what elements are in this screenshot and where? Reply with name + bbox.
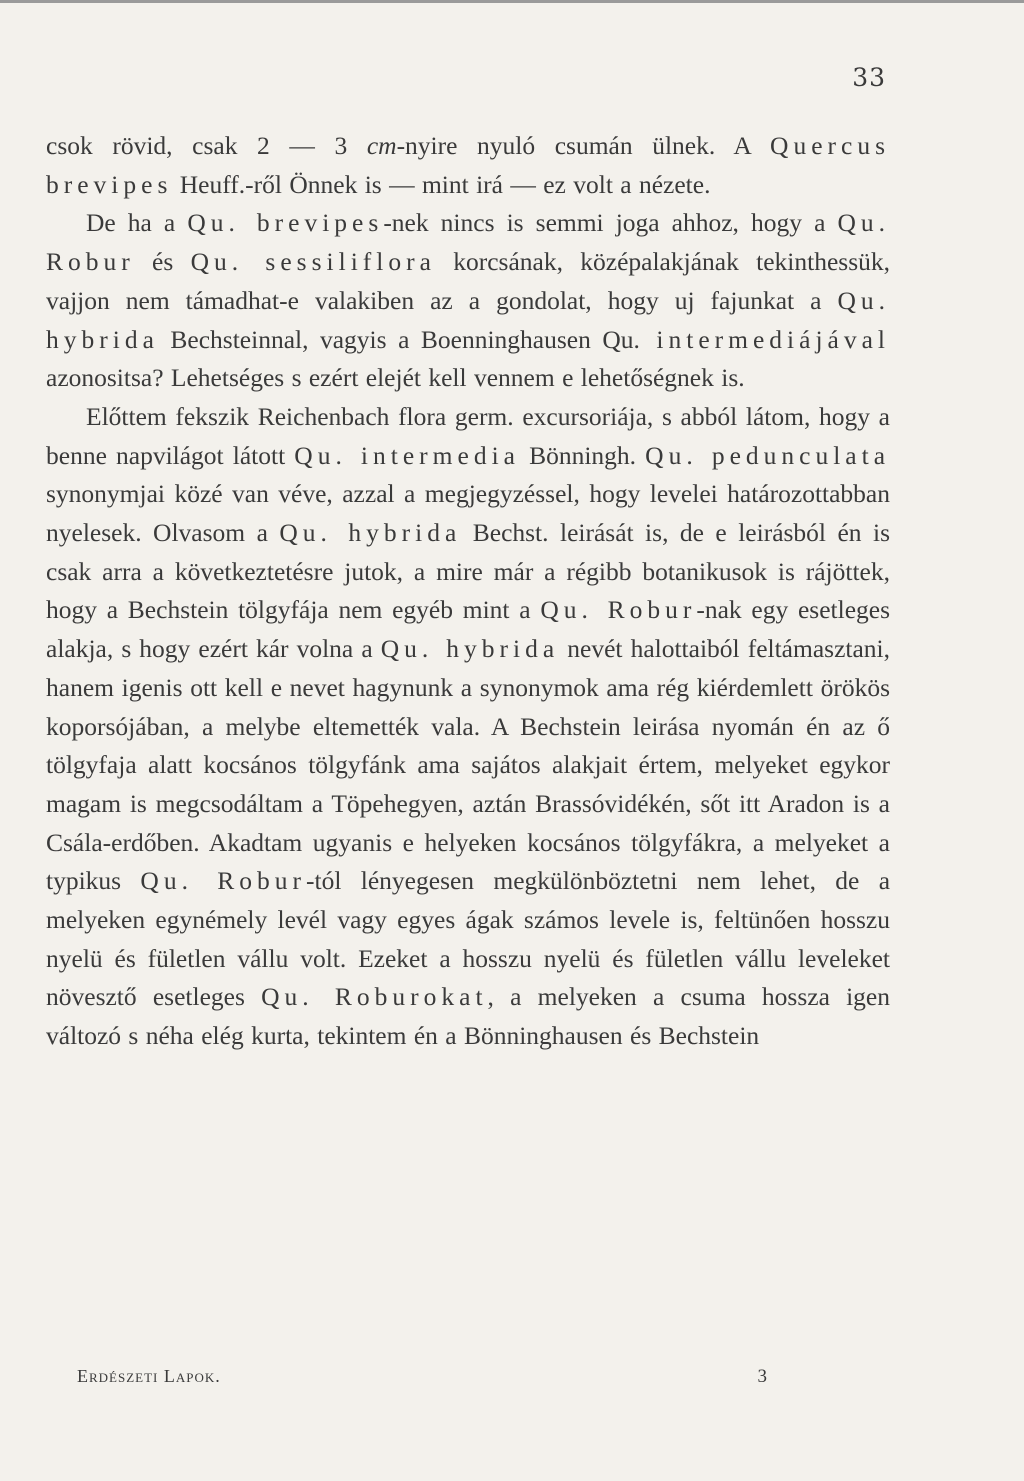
text-run: De ha a xyxy=(86,208,188,238)
text-run: Heuff.-ről Önnek is — mint irá — ez volt a nézete. xyxy=(172,169,711,199)
spaced-taxon-name: Qu. Robur xyxy=(140,866,307,896)
paragraph xyxy=(46,127,890,204)
text-run: Bechst. leirását is, de e leirásból én is csak arra a következtetésre jutok, a mire már a régibb botanikusok is rájöttek, hogy a Bechstein tölgyfája nem egyéb mint a xyxy=(46,518,891,625)
spaced-taxon-name: Qu. hybrida xyxy=(380,634,560,664)
spaced-taxon-name: Quercus brevipes xyxy=(46,131,890,199)
text-run: Qu. xyxy=(602,324,640,354)
text-run: Bönningh. xyxy=(519,440,646,470)
spaced-taxon-name: Qu. Robur xyxy=(540,595,697,625)
text-run: -nak egy esetleges alakja, s hogy ezért kár volna a xyxy=(46,595,891,664)
text-run: Előttem fekszik Reichenbach flora germ. excursoriája, s abból látom, hogy a benne napvilágot látott xyxy=(46,401,890,470)
page-top-edge xyxy=(0,0,1024,3)
text-run: azonositsa? Lehetséges s ezért elejét kell vennem e lehetőségnek is. xyxy=(46,363,745,393)
footer-signature-mark: 3 xyxy=(757,1366,767,1387)
spaced-taxon-name: Qu. brevipes xyxy=(187,208,384,238)
text-run: Bechsteinnal, vagyis a Boenninghausen xyxy=(158,324,603,354)
text-run: synonymjai közé van véve, azzal a megjegyzéssel, hogy levelei határozottabban nyelesek. Olvasom a xyxy=(46,479,890,548)
text-run: , a melyeken a csuma hossza igen változó s néha elég kurta, tekintem én a Bönninghausen és Bechstein xyxy=(46,982,891,1051)
spaced-taxon-name: Qu. Roburokat xyxy=(261,982,488,1012)
text-run: és xyxy=(134,247,191,277)
spaced-taxon-name: Qu. hybrida xyxy=(279,518,462,548)
spaced-taxon-name: Qu. sessiliflora xyxy=(190,247,436,277)
text-run: csok rövid, csak 2 — 3 xyxy=(46,131,367,160)
spaced-taxon-name: Qu. pedunculata xyxy=(645,440,891,470)
page-number: 33 xyxy=(852,63,886,92)
spaced-taxon-name: Qu. Robur xyxy=(46,208,890,277)
text-run: -nek nincs is semmi joga ahhoz, hogy a xyxy=(383,208,838,238)
spaced-taxon-name: intermediájával xyxy=(639,324,890,354)
paragraph xyxy=(46,204,890,398)
text-run: nevét halottaiból feltámasztani, hanem igenis ott kell e nevet hagynunk a synonymok ama rég kiérdemlett örökös koporsójában, a melybe eltemették vala. A Bechstein leirása nyomán én az ő tölgyfaja alatt kocsános tölgyfánk ama sajátos alakjait értem, melyeket egykor magam is megcsodáltam a Töpehegyen, aztán Brassóvidékén, sőt itt Aradon is a Csála-erdőben. Akadtam ugyanis e helyeken kocsános tölgyfákra, a melyeket a typikus xyxy=(46,634,891,896)
footer-journal-title: Erdészeti Lapok. xyxy=(77,1366,221,1386)
paragraph xyxy=(46,398,890,1056)
italic-unit: cm xyxy=(366,131,397,160)
text-run: korcsának, középalakjának tekinthessük, vajjon nem támadhat-e valakiben az a gondolat, hogy uj fajunkat a xyxy=(46,247,890,315)
text-run: -tól lényegesen megkülönböztetni nem lehet, de a melyeken egynémely levél vagy egyes ágak számos levele is, feltünően hosszu nyelü és fületlen vállu volt. Ezeket a hosszu nyelü és fületlen vállu leveleket növesztő esetleges xyxy=(46,866,891,1012)
body-text xyxy=(46,127,890,1056)
spaced-taxon-name: Qu. intermedia xyxy=(294,440,520,470)
spaced-taxon-name: Qu. hybrida xyxy=(46,285,890,354)
text-run: -nyire nyuló csumán ülnek. A xyxy=(396,131,771,160)
page-footer xyxy=(77,1366,767,1388)
